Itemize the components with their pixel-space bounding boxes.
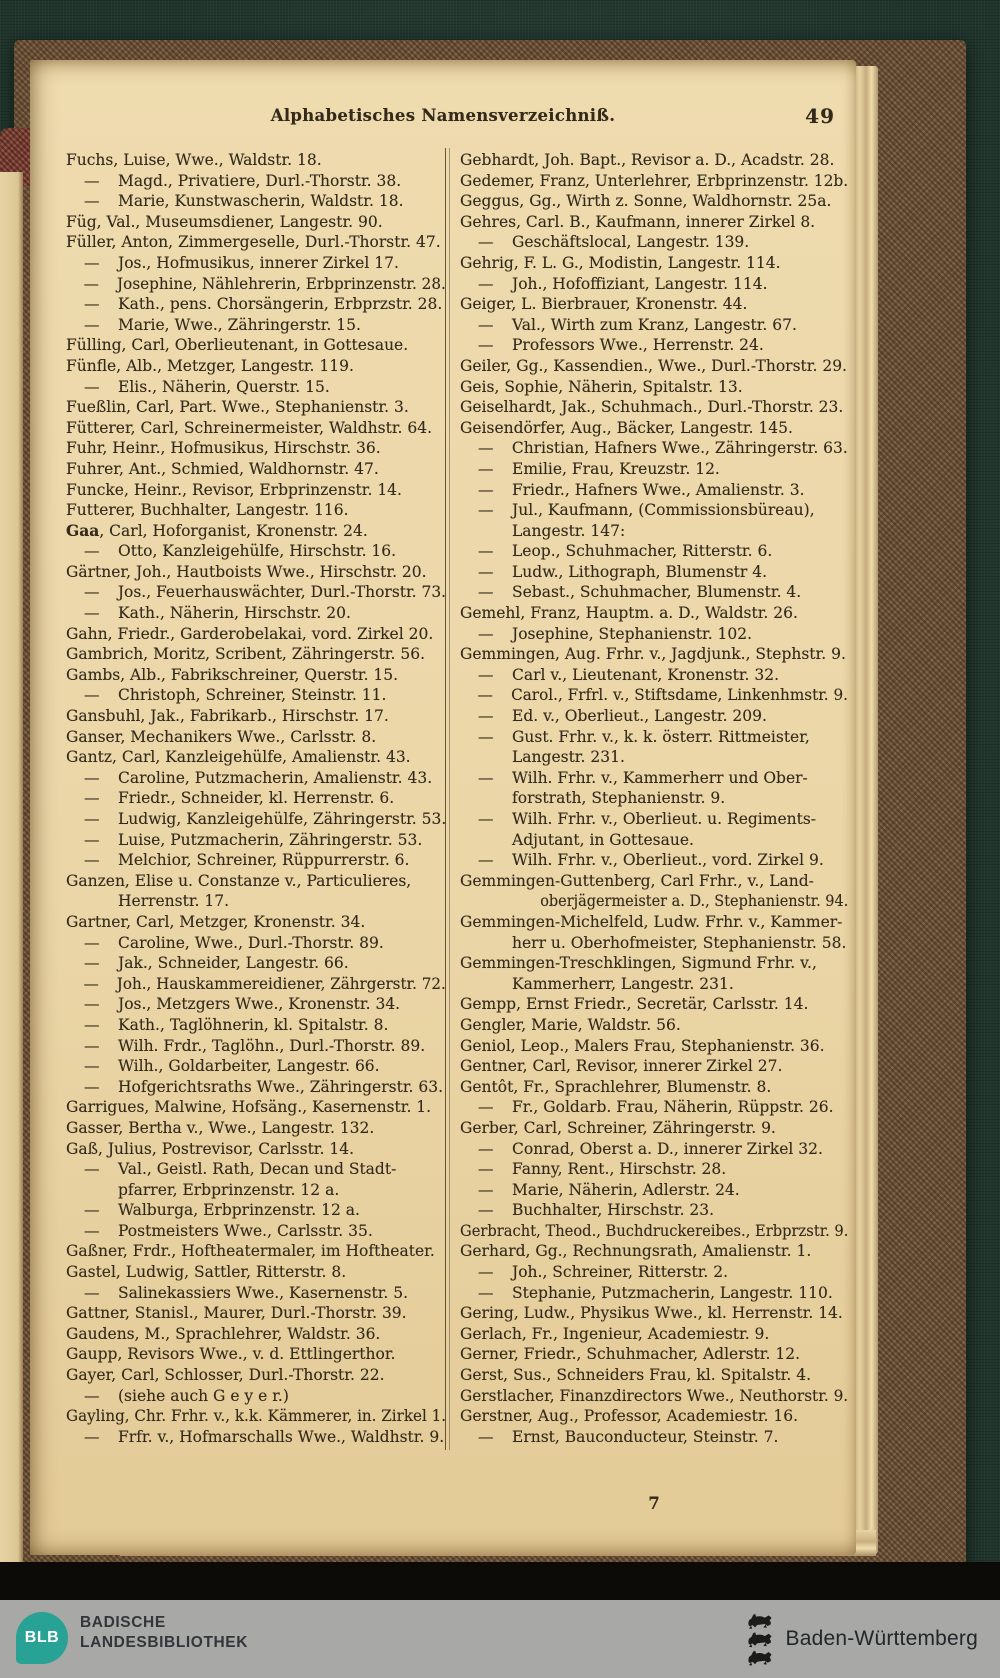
ditto-dash: — <box>84 686 100 705</box>
blb-logo <box>16 1612 68 1664</box>
directory-line: Geis, Sophie, Näherin, Spitalstr. 13. <box>460 377 743 396</box>
ditto-dash: — <box>478 274 494 293</box>
directory-line: Fünfle, Alb., Metzger, Langestr. 119. <box>66 356 354 375</box>
directory-line: — Hofgerichtsraths Wwe., Zähringerstr. 63. <box>66 1077 446 1098</box>
directory-line: — Friedr., Hafners Wwe., Amalienstr. 3. <box>460 480 848 501</box>
ditto-dash: — <box>84 377 100 396</box>
directory-line: Gemmingen-Guttenberg, Carl Frhr., v., Land- <box>460 871 814 890</box>
directory-line: Gastel, Ludwig, Sattler, Ritterstr. 8. <box>66 1263 347 1282</box>
directory-line: — Caroline, Putzmacherin, Amalienstr. 43. <box>66 768 446 789</box>
directory-line: — Wilh. Frhr. v., Oberlieut., vord. Zirkel 9. <box>460 850 848 871</box>
directory-line: herr u. Oberhofmeister, Stephanienstr. 58. <box>512 933 847 952</box>
ditto-dash: — <box>84 1427 100 1446</box>
directory-line: Füg, Val., Museumsdiener, Langestr. 90. <box>66 212 383 231</box>
directory-line: Gambrich, Moritz, Scribent, Zähringerstr. 56. <box>66 645 426 664</box>
directory-line: — Marie, Wwe., Zähringerstr. 15. <box>66 315 446 336</box>
state-name: Baden-Württemberg <box>785 1627 978 1650</box>
ditto-dash: — <box>84 315 100 334</box>
directory-line: Geiselhardt, Jak., Schuhmach., Durl.-Thorstr. 23. <box>460 398 844 417</box>
directory-line: Ganser, Mechanikers Wwe., Carlsstr. 8. <box>66 727 377 746</box>
ditto-dash: — <box>84 295 100 314</box>
ditto-dash: — <box>478 851 494 870</box>
directory-line: — Postmeisters Wwe., Carlsstr. 35. <box>66 1221 446 1242</box>
ditto-dash: — <box>478 459 494 478</box>
directory-line: Gerner, Friedr., Schuhmacher, Adlerstr. 12. <box>460 1345 801 1364</box>
ditto-dash: — <box>84 1036 100 1055</box>
directory-line: Geniol, Leop., Malers Frau, Stephanienstr. 36. <box>460 1036 825 1055</box>
ditto-dash: — <box>83 974 99 993</box>
directory-line: — Josephine, Stephanienstr. 102. <box>460 624 848 645</box>
directory-line: — Marie, Näherin, Adlerstr. 24. <box>460 1180 848 1201</box>
directory-line: Gantz, Carl, Kanzleigehülfe, Amalienstr. 43. <box>66 748 411 767</box>
directory-line: — Wilh. Frdr., Taglöhn., Durl.-Thorstr. 89. <box>66 1036 446 1057</box>
ditto-dash: — <box>478 1283 494 1302</box>
ditto-dash: — <box>478 624 494 643</box>
ditto-dash: — <box>478 1098 494 1117</box>
ditto-dash: — <box>478 1201 494 1220</box>
directory-line: Herrenstr. 17. <box>118 892 230 911</box>
directory-line: — Kath., Taglöhnerin, kl. Spitalstr. 8. <box>66 1015 446 1036</box>
column-divider-shadow <box>449 148 450 1450</box>
directory-line: — Wilh. Frhr. v., Oberlieut. u. Regiments- <box>460 809 848 830</box>
ditto-dash: — <box>84 810 100 828</box>
running-head-title: Alphabetisches Namensverzeichniß. <box>270 106 616 125</box>
directory-line: — Joh., Hauskammereidiener, Zährgerstr. 72. <box>66 974 437 995</box>
directory-line: Gambs, Alb., Fabrikschreiner, Querstr. 15. <box>66 665 399 684</box>
directory-line: — Fr., Goldarb. Frau, Näherin, Rüppstr. 26. <box>460 1097 848 1118</box>
ditto-dash: — <box>84 1015 100 1034</box>
directory-line: — Gust. Frhr. v., k. k. österr. Rittmeister, <box>460 727 848 748</box>
directory-line: Gerstner, Aug., Professor, Academiestr. 16. <box>460 1407 799 1426</box>
ditto-dash: — <box>478 1427 494 1446</box>
ditto-dash: — <box>478 768 494 787</box>
ditto-dash: — <box>83 274 99 293</box>
directory-line: — Friedr., Schneider, kl. Herrenstr. 6. <box>66 788 446 809</box>
ditto-dash: — <box>84 995 100 1014</box>
directory-line: — Jul., Kaufmann, (Commissionsbüreau), <box>460 500 848 521</box>
directory-line: Gebhardt, Joh. Bapt., Revisor a. D., Acadstr. 28. <box>460 151 835 169</box>
directory-line: — Jos., Feuerhauswächter, Durl.-Thorstr. 73. <box>66 582 445 603</box>
ditto-dash: — <box>478 707 494 726</box>
directory-line: — Professors Wwe., Herrenstr. 24. <box>460 335 848 356</box>
running-head <box>66 104 846 130</box>
ditto-dash: — <box>478 336 494 355</box>
ditto-dash: — <box>477 439 494 458</box>
directory-line: — Geschäftslocal, Langestr. 139. <box>460 232 848 253</box>
directory-line: Geiler, Gg., Kassendien., Wwe., Durl.-Thorstr. 29. <box>460 356 847 375</box>
directory-line: Kammerherr, Langestr. 231. <box>512 974 734 993</box>
directory-line: — Kath., Näherin, Hirschstr. 20. <box>66 603 446 624</box>
page-number: 49 <box>805 104 835 128</box>
directory-line: Gempp, Ernst Friedr., Secretär, Carlsstr. 14. <box>460 995 809 1014</box>
signature-mark: 7 <box>648 1494 660 1513</box>
directory-line: — Jos., Metzgers Wwe., Kronenstr. 34. <box>66 994 446 1015</box>
directory-line: — Joh., Schreiner, Ritterstr. 2. <box>460 1262 848 1283</box>
directory-line: forstrath, Stephanienstr. 9. <box>512 789 726 808</box>
directory-line: Gerbracht, Theod., Buchdruckereibes., Erbprzstr. 9. <box>460 1221 849 1240</box>
directory-line: Gerlach, Fr., Ingenieur, Academiestr. 9. <box>460 1324 770 1343</box>
directory-line: — Conrad, Oberst a. D., innerer Zirkel 32. <box>460 1139 848 1160</box>
library-footer-bar <box>0 1600 1000 1678</box>
ditto-dash: — <box>478 1139 494 1158</box>
ditto-dash: — <box>84 1057 100 1076</box>
ditto-dash: — <box>84 933 100 952</box>
directory-line: Gansbuhl, Jak., Fabrikarb., Hirschstr. 17. <box>66 707 389 726</box>
directory-line: — Otto, Kanzleigehülfe, Hirschstr. 16. <box>66 541 446 562</box>
ditto-dash: — <box>477 686 493 705</box>
directory-line: Gasser, Bertha v., Wwe., Langestr. 132. <box>66 1118 375 1137</box>
directory-line: Geisendörfer, Aug., Bäcker, Langestr. 145. <box>460 418 793 437</box>
ditto-dash: — <box>84 768 100 787</box>
directory-line: Gedemer, Franz, Unterlehrer, Erbprinzenstr. 12b. <box>460 171 849 190</box>
directory-line: Gattner, Stanisl., Maurer, Durl.-Thorstr. 39. <box>66 1304 407 1323</box>
ditto-dash: — <box>478 1263 494 1282</box>
directory-line: — Ludwig, Kanzleigehülfe, Zähringerstr. 53. <box>66 809 446 830</box>
directory-line: Gemmingen, Aug. Frhr. v., Jagdjunk., Stephstr. 9. <box>460 645 846 664</box>
directory-line: — Ludw., Lithograph, Blumenstr 4. <box>460 562 848 583</box>
ditto-dash: — <box>478 562 494 581</box>
ditto-dash: — <box>84 542 100 561</box>
ditto-dash: — <box>478 727 494 746</box>
ditto-dash: — <box>84 1221 100 1240</box>
directory-line: Fuhr, Heinr., Hofmusikus, Hirschstr. 36. <box>66 439 381 458</box>
ditto-dash: — <box>84 171 100 190</box>
directory-line: — Val., Wirth zum Kranz, Langestr. 67. <box>460 315 848 336</box>
directory-line: Geiger, L. Bierbrauer, Kronenstr. 44. <box>460 295 748 314</box>
library-name-line2: LANDESBIBLIOTHEK <box>80 1634 249 1651</box>
ditto-dash: — <box>84 1160 100 1179</box>
directory-line: Fuchs, Luise, Wwe., Waldstr. 18. <box>66 151 322 169</box>
directory-line: — Fanny, Rent., Hirschstr. 28. <box>460 1159 848 1180</box>
directory-line: — Stephanie, Putzmacherin, Langestr. 110. <box>460 1283 848 1304</box>
directory-line: Gerst, Sus., Schneiders Frau, kl. Spitalstr. 4. <box>460 1366 812 1385</box>
directory-line: Füller, Anton, Zimmergeselle, Durl.-Thorstr. 47. <box>66 233 441 252</box>
directory-line: — Kath., pens. Chorsängerin, Erbprzstr. 28. <box>66 294 446 315</box>
directory-line: — Josephine, Nählehrerin, Erbprinzenstr. 28. <box>66 274 439 295</box>
ditto-dash: — <box>478 315 494 334</box>
ditto-dash: — <box>84 830 100 849</box>
directory-line: Gaß, Julius, Postrevisor, Carlsstr. 14. <box>66 1139 355 1158</box>
directory-line: Langestr. 147: <box>512 521 626 540</box>
ditto-dash: — <box>83 583 100 602</box>
directory-line: Gerhard, Gg., Rechnungsrath, Amalienstr. 1. <box>460 1242 812 1261</box>
directory-line: Gahn, Friedr., Garderobelakai, vord. Zirkel 20. <box>66 624 434 643</box>
directory-line: Gaudens, M., Sprachlehrer, Waldstr. 36. <box>66 1324 381 1343</box>
state-branding <box>744 1600 978 1678</box>
directory-line: — Caroline, Wwe., Durl.-Thorstr. 89. <box>66 933 446 954</box>
blb-logo-text: BLB <box>24 1629 60 1646</box>
ditto-dash: — <box>84 192 100 211</box>
ditto-dash: — <box>478 480 494 499</box>
ditto-dash: — <box>84 253 100 272</box>
directory-line: Gayling, Chr. Frhr. v., k.k. Kämmerer, in. Zirkel 1. <box>66 1407 447 1426</box>
directory-line: — Emilie, Frau, Kreuzstr. 12. <box>460 459 848 480</box>
directory-line: Futterer, Buchhalter, Langestr. 116. <box>66 501 349 520</box>
directory-line: oberjägermeister a. D., Stephanienstr. 94. <box>540 892 849 911</box>
ditto-dash: — <box>84 1386 100 1405</box>
library-name <box>80 1613 248 1653</box>
directory-line: Gering, Ludw., Physikus Wwe., kl. Herrenstr. 14. <box>460 1304 843 1323</box>
directory-line: — Ernst, Bauconducteur, Steinstr. 7. <box>460 1427 848 1448</box>
directory-line: Gayer, Carl, Schlosser, Durl.-Thorstr. 22. <box>66 1366 385 1385</box>
directory-line: — (siehe auch G e y e r.) <box>66 1386 446 1407</box>
directory-line: Geggus, Gg., Wirth z. Sonne, Waldhornstr. 25a. <box>460 192 832 211</box>
directory-column-left <box>66 150 446 1447</box>
directory-line: — Val., Geistl. Rath, Decan und Stadt- <box>66 1159 446 1180</box>
ditto-dash: — <box>478 665 494 684</box>
directory-line: — Carol., Frfrl. v., Stiftsdame, Linkenhmstr. 9. <box>460 685 841 706</box>
ditto-dash: — <box>84 1201 100 1220</box>
directory-line: — Buchhalter, Hirschstr. 23. <box>460 1200 848 1221</box>
ditto-dash: — <box>84 1077 100 1096</box>
ditto-dash: — <box>478 1160 494 1179</box>
directory-line: pfarrer, Erbprinzenstr. 12 a. <box>118 1180 340 1199</box>
ditto-dash: — <box>478 810 494 828</box>
directory-line: Gemmingen-Treschklingen, Sigmund Frhr. v., <box>460 954 817 973</box>
library-name-line1: BADISCHE <box>80 1614 166 1631</box>
ditto-dash: — <box>84 604 100 623</box>
directory-line: Garrigues, Malwine, Hofsäng., Kasernenstr. 1. <box>66 1098 432 1117</box>
directory-line: — Melchior, Schreiner, Rüppurrerstr. 6. <box>66 850 446 871</box>
directory-line: Gerber, Carl, Schreiner, Zähringerstr. 9. <box>460 1118 776 1137</box>
directory-line: Fülling, Carl, Oberlieutenant, in Gottesaue. <box>66 336 409 355</box>
directory-line: — Salinekassiers Wwe., Kasernenstr. 5. <box>66 1283 446 1304</box>
directory-line: Gengler, Marie, Waldstr. 56. <box>460 1015 681 1034</box>
ditto-dash: — <box>478 583 494 602</box>
directory-line: Gärtner, Joh., Hautboists Wwe., Hirschstr. 20. <box>66 562 427 581</box>
directory-line: Gaßner, Frdr., Hoftheatermaler, im Hoftheater. <box>66 1242 435 1261</box>
ditto-dash: — <box>84 954 100 973</box>
directory-line: Ganzen, Elise u. Constanze v., Particulieres, <box>66 871 412 890</box>
directory-line: Gaupp, Revisors Wwe., v. d. Ettlingerthor. <box>66 1345 396 1364</box>
directory-line: Langestr. 231. <box>512 748 625 767</box>
directory-line: Funcke, Heinr., Revisor, Erbprinzenstr. 14. <box>66 480 402 499</box>
directory-column-right <box>460 150 848 1447</box>
directory-line: — Elis., Näherin, Querstr. 15. <box>66 377 446 398</box>
directory-line: Gemehl, Franz, Hauptm. a. D., Waldstr. 26. <box>460 604 798 623</box>
directory-line: — Wilh., Goldarbeiter, Langestr. 66. <box>66 1056 446 1077</box>
directory-line: — Luise, Putzmacherin, Zähringerstr. 53. <box>66 830 446 851</box>
directory-line: Gentôt, Fr., Sprachlehrer, Blumenstr. 8. <box>460 1077 772 1096</box>
directory-line: Gaa, Carl, Hoforganist, Kronenstr. 24. <box>66 520 368 540</box>
directory-line: Fütterer, Carl, Schreinermeister, Waldhstr. 64. <box>66 418 433 437</box>
ditto-dash: — <box>84 789 100 808</box>
directory-line: Fuhrer, Ant., Schmied, Waldhornstr. 47. <box>66 459 379 478</box>
directory-line: — Christian, Hafners Wwe., Zähringerstr. 63. <box>460 438 847 459</box>
ditto-dash: — <box>84 1283 100 1302</box>
directory-line: Gerstlacher, Finanzdirectors Wwe., Neuthorstr. 9. <box>460 1386 849 1405</box>
directory-line: — Magd., Privatiere, Durl.-Thorstr. 38. <box>66 171 446 192</box>
facing-page-sliver <box>0 172 23 1564</box>
ditto-dash: — <box>478 233 494 252</box>
directory-line: — Joh., Hofoffiziant, Langestr. 114. <box>460 274 848 295</box>
directory-line: — Frfr. v., Hofmarschalls Wwe., Waldhstr. 9. <box>66 1427 446 1448</box>
directory-line: — Christoph, Schreiner, Steinstr. 11. <box>66 685 446 706</box>
ditto-dash: — <box>478 501 494 520</box>
directory-line: Fueßlin, Carl, Part. Wwe., Stephanienstr. 3. <box>66 398 409 417</box>
ditto-dash: — <box>478 1180 494 1199</box>
directory-line: Gartner, Carl, Metzger, Kronenstr. 34. <box>66 912 366 931</box>
directory-line: — Jos., Hofmusikus, innerer Zirkel 17. <box>66 253 446 274</box>
directory-line: Gemmingen-Michelfeld, Ludw. Frhr. v., Kammer- <box>460 912 843 931</box>
directory-line: Gehres, Carl. B., Kaufmann, innerer Zirkel 8. <box>460 212 816 231</box>
directory-line: — Ed. v., Oberlieut., Langestr. 209. <box>460 706 848 727</box>
directory-line: — Marie, Kunstwascherin, Waldstr. 18. <box>66 191 446 212</box>
book-bottom-shadow <box>0 1562 1000 1600</box>
directory-line: — Walburga, Erbprinzenstr. 12 a. <box>66 1200 446 1221</box>
scanned-page <box>30 60 856 1555</box>
ditto-dash: — <box>84 851 100 870</box>
directory-line: Gehrig, F. L. G., Modistin, Langestr. 114. <box>460 253 781 272</box>
directory-line: Adjutant, in Gottesaue. <box>512 830 694 849</box>
directory-line: — Sebast., Schuhmacher, Blumenstr. 4. <box>460 582 848 603</box>
directory-line: — Wilh. Frhr. v., Kammerherr und Ober- <box>460 768 848 789</box>
baden-wuerttemberg-arms-icon <box>744 1611 774 1667</box>
ditto-dash: — <box>478 542 494 561</box>
directory-line: — Carl v., Lieutenant, Kronenstr. 32. <box>460 665 848 686</box>
directory-line: Gentner, Carl, Revisor, innerer Zirkel 27. <box>460 1057 783 1076</box>
directory-line: — Leop., Schuhmacher, Ritterstr. 6. <box>460 541 848 562</box>
directory-line: — Jak., Schneider, Langestr. 66. <box>66 953 446 974</box>
